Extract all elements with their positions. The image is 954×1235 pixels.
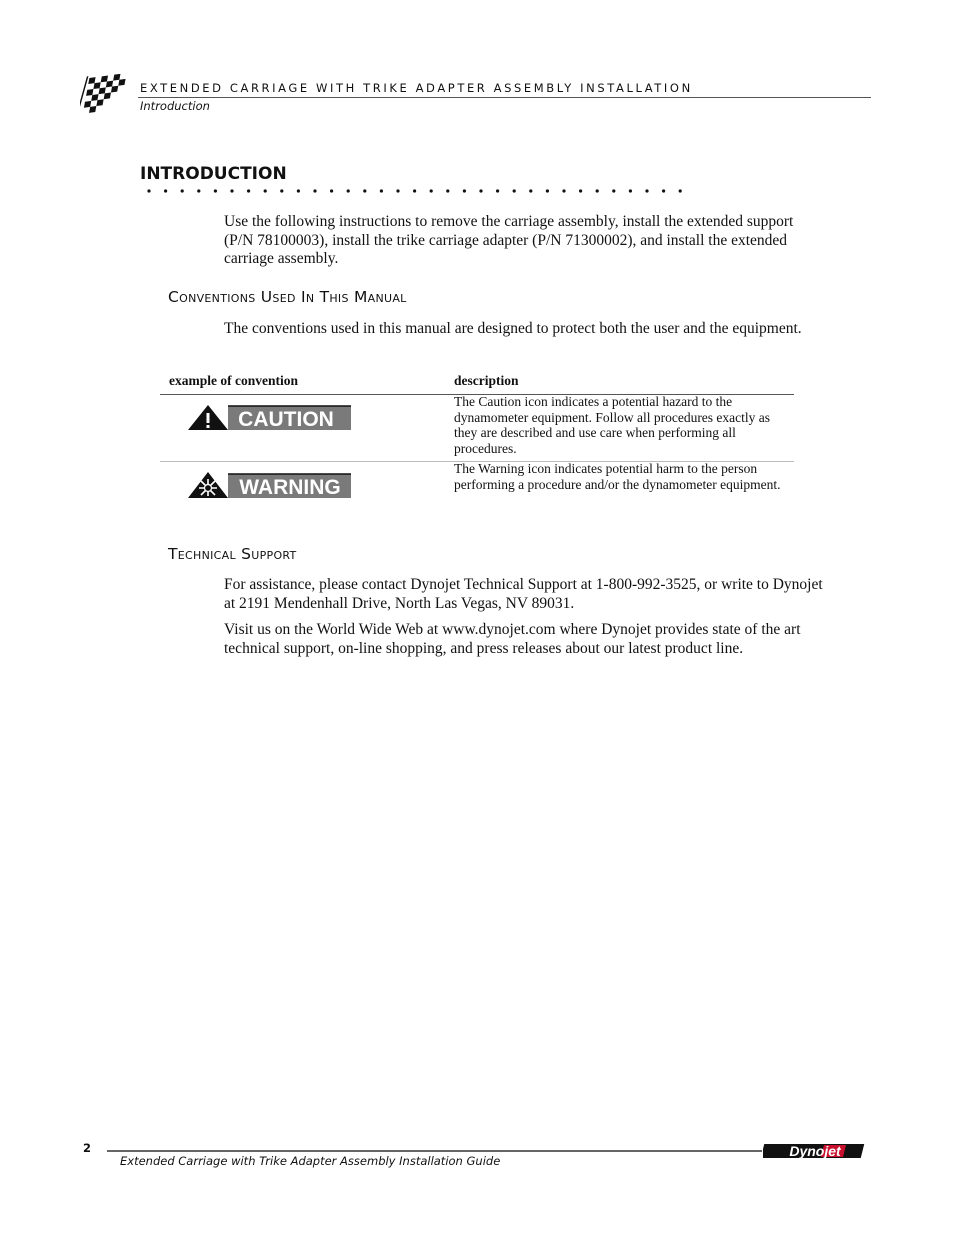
checkered-flag-icon [80, 72, 134, 120]
header-rule [138, 97, 871, 98]
caution-label-text: CAUTION [238, 408, 334, 431]
dynojet-logo [763, 1141, 867, 1161]
logo-text: Dynojet [789, 1143, 841, 1159]
divider-dot [679, 189, 682, 192]
divider-dot [147, 189, 150, 192]
divider-dot [197, 189, 200, 192]
divider-dot [164, 189, 167, 192]
running-header-section: Introduction [140, 99, 210, 113]
divider-dot [612, 189, 615, 192]
subsection-heading-conventions: Conventions Used In This Manual [168, 288, 407, 306]
divider-dot [645, 189, 648, 192]
divider-dot [463, 189, 466, 192]
divider-dot [579, 189, 582, 192]
page-number: 2 [83, 1141, 92, 1155]
table-header-example: example of convention [169, 373, 298, 388]
divider-dot [430, 189, 433, 192]
section-heading-introduction: INTRODUCTION [140, 164, 287, 184]
intro-paragraph: Use the following instructions to remove the carriage assembly, install the extended support (P/N 78100003), install the trike carriage adapter (P/N 71300002), and install the extended carriage assembly. [224, 213, 794, 268]
divider-dot [662, 189, 665, 192]
divider-dot [479, 189, 482, 192]
divider-dot [629, 189, 632, 192]
warning-label-text: WARNING [239, 476, 341, 499]
caution-label-icon [188, 405, 352, 431]
divider-dot [347, 189, 350, 192]
footer-rule [107, 1150, 762, 1152]
divider-dot [496, 189, 499, 192]
warning-description: The Warning icon indicates potential harm to the person performing a procedure and/or the dynamometer equipment. [454, 461, 781, 492]
divider-dot [280, 189, 283, 192]
divider-dot [513, 189, 516, 192]
divider-dot [230, 189, 233, 192]
divider-dot [529, 189, 532, 192]
table-header-description: description [454, 373, 519, 388]
subsection-heading-technical-support: Technical Support [168, 545, 297, 563]
footer-guide-title: Extended Carriage with Trike Adapter Assembly Installation Guide [120, 1154, 501, 1168]
divider-dot [363, 189, 366, 192]
divider-dot [264, 189, 267, 192]
support-paragraph-contact: For assistance, please contact Dynojet Technical Support at 1-800-992-3525, or write to Dynojet at 2191 Mendenhall Drive, North Las Vegas, NV 89031. [224, 576, 823, 612]
divider-dot [413, 189, 416, 192]
divider-dot [562, 189, 565, 192]
conventions-paragraph: The conventions used in this manual are designed to protect both the user and the equipment. [224, 320, 802, 337]
support-paragraph-web: Visit us on the World Wide Web at www.dynojet.com where Dynojet provides state of the art technical support, on-line shopping, and press releases about our latest product line. [224, 621, 801, 657]
divider-dot [297, 189, 300, 192]
divider-dot [247, 189, 250, 192]
divider-dot [330, 189, 333, 192]
divider-dot [181, 189, 184, 192]
divider-dot [596, 189, 599, 192]
running-header-title: EXTENDED CARRIAGE WITH TRIKE ADAPTER ASSEMBLY INSTALLATION [140, 81, 693, 95]
caution-description: The Caution icon indicates a potential hazard to the dynamometer equipment. Follow all procedures exactly as they are described and use care when performing all procedures. [454, 394, 771, 456]
divider-dot [380, 189, 383, 192]
divider-dot [313, 189, 316, 192]
divider-dot [446, 189, 449, 192]
divider-dot [214, 189, 217, 192]
dotted-divider [141, 184, 686, 198]
warning-label-icon [188, 471, 352, 499]
divider-dot [396, 189, 399, 192]
divider-dot [546, 189, 549, 192]
